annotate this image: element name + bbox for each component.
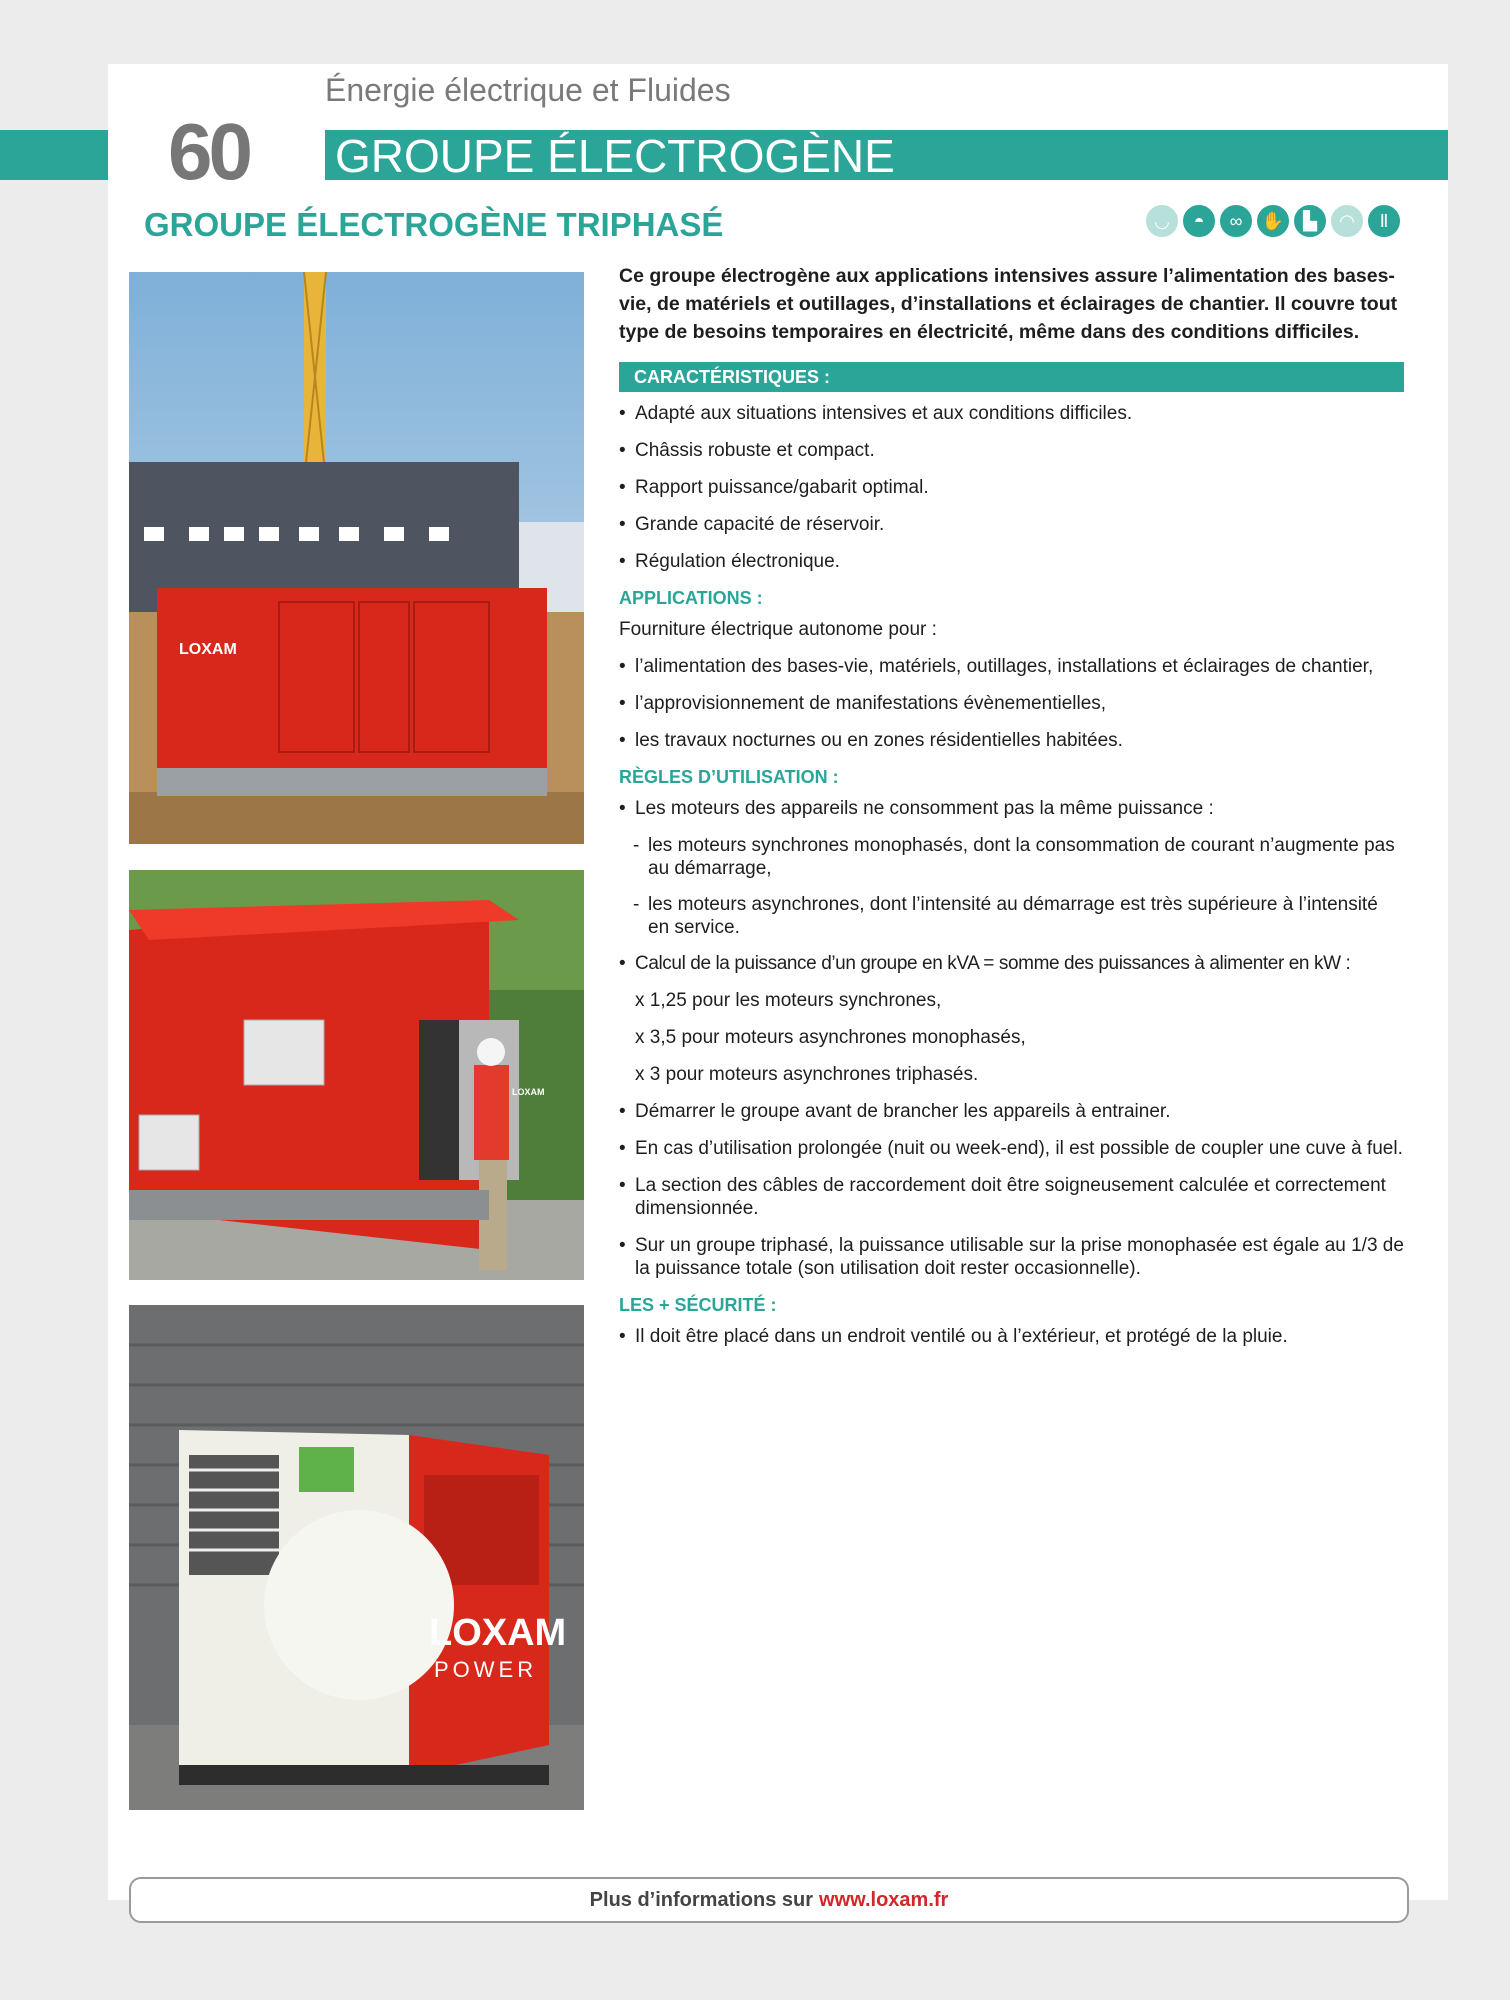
- photo1-brand: LOXAM: [179, 641, 237, 658]
- securite-heading: LES + SÉCURITÉ :: [619, 1295, 777, 1315]
- sub-item: - les moteurs asynchrones, dont l’intensité au démarrage est très supérieure à l’intensité en service.: [619, 893, 1404, 939]
- vest-icon: Ⅱ: [1368, 205, 1400, 237]
- page-number: 60: [168, 107, 249, 196]
- list-item: • l’alimentation des bases-vie, matériels, outillages, installations et éclairages de chantier,: [619, 655, 1404, 678]
- list-item: • Rapport puissance/gabarit optimal.: [619, 476, 1404, 499]
- list-item: • Il doit être placé dans un endroit ventilé ou à l’extérieur, et protégé de la pluie.: [619, 1325, 1404, 1348]
- sub-item: - les moteurs synchrones monophasés, dont la consommation de courant n’augmente pas au démarrage,: [619, 834, 1404, 880]
- list-item: • Grande capacité de réservoir.: [619, 513, 1404, 536]
- footer-text: Plus d’informations sur: [589, 1888, 814, 1911]
- footer-info-box: [129, 1877, 1409, 1923]
- photo3-sub: POWER: [434, 1657, 538, 1682]
- list-item: • Châssis robuste et compact.: [619, 439, 1404, 462]
- list-item: • Sur un groupe triphasé, la puissance utilisable sur la prise monophasée est égale au 1/3 de la puissance totale (son utilisation doit rester occasionnelle).: [619, 1234, 1404, 1280]
- mask-icon: ◠: [1331, 205, 1363, 237]
- section-title-bar: [325, 130, 1448, 180]
- photo2-brand: LOXAM: [512, 1087, 545, 1097]
- list-item: • La section des câbles de raccordement doit être soigneusement calculée et correctement dimensionnée.: [619, 1174, 1404, 1220]
- content-column: [619, 262, 1404, 1362]
- list-item: • En cas d’utilisation prolongée (nuit ou week-end), il est possible de coupler une cuve à fuel.: [619, 1137, 1404, 1160]
- list-item: • Démarrer le groupe avant de brancher les appareils à entrainer.: [619, 1100, 1404, 1123]
- safety-boots-icon: ▙: [1294, 205, 1326, 237]
- ear-protection-icon: ◡: [1146, 205, 1178, 237]
- left-accent-bar: [0, 130, 108, 180]
- list-item: • Adapté aux situations intensives et aux conditions difficiles.: [619, 402, 1404, 425]
- photo-generator-construction-site: [129, 272, 584, 844]
- photo3-brand: LOXAM: [429, 1612, 567, 1654]
- product-title: GROUPE ÉLECTROGÈNE TRIPHASÉ: [144, 206, 724, 243]
- gloves-icon: ✋: [1257, 205, 1289, 237]
- list-item: • les travaux nocturnes ou en zones résidentielles habitées.: [619, 729, 1404, 752]
- photo-loxam-power-generator: [129, 1305, 584, 1810]
- list-item: • Calcul de la puissance d’un groupe en kVA = somme des puissances à alimenter en kW :: [619, 952, 1404, 975]
- footer-link[interactable]: www.loxam.fr: [819, 1888, 949, 1911]
- product-intro: Ce groupe électrogène aux applications intensives assure l’alimentation des bases-vie, de matériels et outillages, d’installations et éclairages de chantier. Il couvre tout type de besoins temporaires en électricité, même dans des conditions difficiles.: [619, 265, 1398, 343]
- applications-lead: Fourniture électrique autonome pour :: [619, 619, 937, 640]
- hard-hat-icon: ◓: [1183, 205, 1215, 237]
- category-title: Énergie électrique et Fluides: [325, 72, 731, 108]
- regles-heading: RÈGLES D’UTILISATION :: [619, 767, 839, 787]
- list-item: • Les moteurs des appareils ne consomment pas la même puissance :: [619, 797, 1404, 820]
- multiplier-line: x 3,5 pour moteurs asynchrones monophasés,: [635, 1027, 1026, 1048]
- ppe-icons: [1146, 205, 1400, 237]
- multiplier-line: x 3 pour moteurs asynchrones triphasés.: [635, 1064, 979, 1085]
- list-item: • l’approvisionnement de manifestations évènementielles,: [619, 692, 1404, 715]
- photo-technician-generator: [129, 870, 584, 1280]
- multiplier-line: x 1,25 pour les moteurs synchrones,: [635, 990, 942, 1011]
- goggles-icon: ∞: [1220, 205, 1252, 237]
- applications-heading: APPLICATIONS :: [619, 588, 763, 608]
- caracteristiques-heading: CARACTÉRISTIQUES :: [619, 362, 1404, 392]
- section-title: GROUPE ÉLECTROGÈNE: [335, 130, 895, 182]
- list-item: • Régulation électronique.: [619, 550, 1404, 573]
